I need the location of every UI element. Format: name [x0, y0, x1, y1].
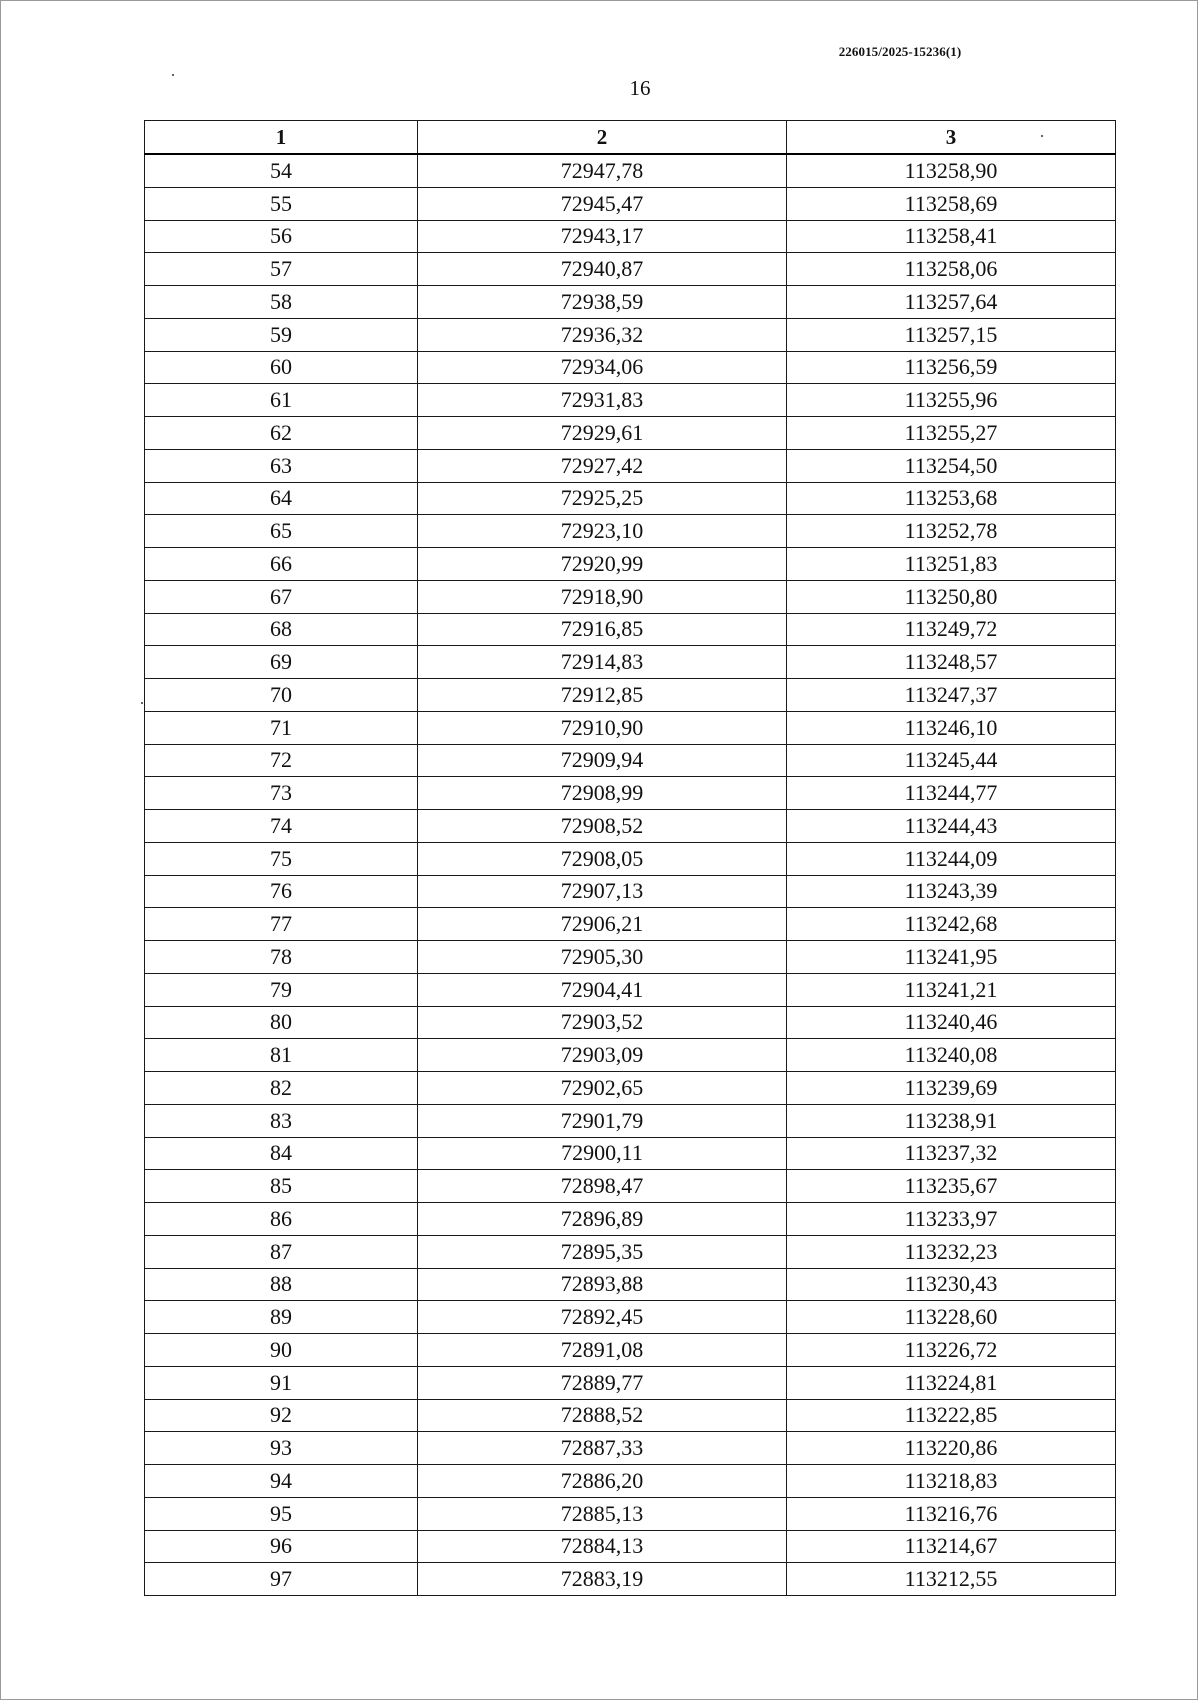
x-coordinate-cell: 72912,85	[418, 679, 787, 712]
table-row	[145, 810, 1116, 843]
point-number-cell: 71	[145, 711, 418, 744]
table-row	[145, 1366, 1116, 1399]
scan-speck	[141, 702, 143, 704]
x-coordinate-cell: 72891,08	[418, 1334, 787, 1367]
table-row	[145, 973, 1116, 1006]
y-coordinate-cell: 113248,57	[787, 646, 1116, 679]
point-number-cell: 63	[145, 449, 418, 482]
table-row	[145, 384, 1116, 417]
column-header-1: 1	[145, 121, 418, 155]
table-row	[145, 548, 1116, 581]
table-row	[145, 253, 1116, 286]
x-coordinate-cell: 72892,45	[418, 1301, 787, 1334]
point-number-cell: 58	[145, 286, 418, 319]
point-number-cell: 74	[145, 810, 418, 843]
point-number-cell: 62	[145, 417, 418, 450]
table-row	[145, 941, 1116, 974]
point-number-cell: 60	[145, 351, 418, 384]
table-row	[145, 1399, 1116, 1432]
point-number-cell: 86	[145, 1203, 418, 1236]
y-coordinate-cell: 113254,50	[787, 449, 1116, 482]
point-number-cell: 90	[145, 1334, 418, 1367]
x-coordinate-cell: 72907,13	[418, 875, 787, 908]
table-row	[145, 1432, 1116, 1465]
y-coordinate-cell: 113222,85	[787, 1399, 1116, 1432]
x-coordinate-cell: 72927,42	[418, 449, 787, 482]
table-row	[145, 1563, 1116, 1596]
x-coordinate-cell: 72895,35	[418, 1235, 787, 1268]
document-code: 226015/2025-15236(1)	[838, 44, 962, 59]
point-number-cell: 66	[145, 548, 418, 581]
point-number-cell: 61	[145, 384, 418, 417]
x-coordinate-cell: 72903,09	[418, 1039, 787, 1072]
y-coordinate-cell: 113258,90	[787, 154, 1116, 187]
x-coordinate-cell: 72940,87	[418, 253, 787, 286]
y-coordinate-cell: 113216,76	[787, 1497, 1116, 1530]
table-row	[145, 1203, 1116, 1236]
point-number-cell: 81	[145, 1039, 418, 1072]
table-row	[145, 154, 1116, 187]
y-coordinate-cell: 113255,96	[787, 384, 1116, 417]
y-coordinate-cell: 113258,69	[787, 187, 1116, 220]
y-coordinate-cell: 113240,08	[787, 1039, 1116, 1072]
x-coordinate-cell: 72889,77	[418, 1366, 787, 1399]
point-number-cell: 80	[145, 1006, 418, 1039]
x-coordinate-cell: 72906,21	[418, 908, 787, 941]
point-number-cell: 64	[145, 482, 418, 515]
y-coordinate-cell: 113241,95	[787, 941, 1116, 974]
table-row	[145, 646, 1116, 679]
x-coordinate-cell: 72934,06	[418, 351, 787, 384]
point-number-cell: 54	[145, 154, 418, 187]
x-coordinate-cell: 72945,47	[418, 187, 787, 220]
table-row	[145, 613, 1116, 646]
table-row	[145, 744, 1116, 777]
x-coordinate-cell: 72902,65	[418, 1072, 787, 1105]
y-coordinate-cell: 113212,55	[787, 1563, 1116, 1596]
y-coordinate-cell: 113255,27	[787, 417, 1116, 450]
point-number-cell: 82	[145, 1072, 418, 1105]
scan-speck	[172, 74, 174, 76]
point-number-cell: 72	[145, 744, 418, 777]
table-row	[145, 1465, 1116, 1498]
y-coordinate-cell: 113256,59	[787, 351, 1116, 384]
y-coordinate-cell: 113245,44	[787, 744, 1116, 777]
table-row	[145, 1334, 1116, 1367]
point-number-cell: 95	[145, 1497, 418, 1530]
x-coordinate-cell: 72914,83	[418, 646, 787, 679]
point-number-cell: 56	[145, 220, 418, 253]
point-number-cell: 79	[145, 973, 418, 1006]
table-row	[145, 220, 1116, 253]
point-number-cell: 57	[145, 253, 418, 286]
table-row	[145, 1301, 1116, 1334]
y-coordinate-cell: 113244,77	[787, 777, 1116, 810]
table-row	[145, 1497, 1116, 1530]
y-coordinate-cell: 113258,41	[787, 220, 1116, 253]
x-coordinate-cell: 72904,41	[418, 973, 787, 1006]
x-coordinate-cell: 72908,05	[418, 842, 787, 875]
y-coordinate-cell: 113257,64	[787, 286, 1116, 319]
table-row	[145, 875, 1116, 908]
table-row	[145, 286, 1116, 319]
x-coordinate-cell: 72898,47	[418, 1170, 787, 1203]
x-coordinate-cell: 72918,90	[418, 580, 787, 613]
point-number-cell: 88	[145, 1268, 418, 1301]
point-number-cell: 55	[145, 187, 418, 220]
x-coordinate-cell: 72931,83	[418, 384, 787, 417]
table-row	[145, 842, 1116, 875]
y-coordinate-cell: 113230,43	[787, 1268, 1116, 1301]
x-coordinate-cell: 72916,85	[418, 613, 787, 646]
y-coordinate-cell: 113253,68	[787, 482, 1116, 515]
y-coordinate-cell: 113235,67	[787, 1170, 1116, 1203]
table-row	[145, 1104, 1116, 1137]
point-number-cell: 87	[145, 1235, 418, 1268]
point-number-cell: 77	[145, 908, 418, 941]
x-coordinate-cell: 72887,33	[418, 1432, 787, 1465]
x-coordinate-cell: 72886,20	[418, 1465, 787, 1498]
table-header-row	[145, 121, 1116, 155]
coordinates-table	[144, 120, 1116, 1596]
table-row	[145, 1072, 1116, 1105]
x-coordinate-cell: 72883,19	[418, 1563, 787, 1596]
x-coordinate-cell: 72923,10	[418, 515, 787, 548]
table-row	[145, 1530, 1116, 1563]
point-number-cell: 84	[145, 1137, 418, 1170]
table-row	[145, 777, 1116, 810]
y-coordinate-cell: 113220,86	[787, 1432, 1116, 1465]
y-coordinate-cell: 113240,46	[787, 1006, 1116, 1039]
table-row	[145, 417, 1116, 450]
x-coordinate-cell: 72893,88	[418, 1268, 787, 1301]
y-coordinate-cell: 113237,32	[787, 1137, 1116, 1170]
table-row	[145, 351, 1116, 384]
page-number: 16	[629, 76, 651, 100]
y-coordinate-cell: 113252,78	[787, 515, 1116, 548]
point-number-cell: 59	[145, 318, 418, 351]
table-row	[145, 318, 1116, 351]
point-number-cell: 75	[145, 842, 418, 875]
table-row	[145, 711, 1116, 744]
y-coordinate-cell: 113241,21	[787, 973, 1116, 1006]
point-number-cell: 65	[145, 515, 418, 548]
y-coordinate-cell: 113258,06	[787, 253, 1116, 286]
y-coordinate-cell: 113242,68	[787, 908, 1116, 941]
table-row	[145, 187, 1116, 220]
y-coordinate-cell: 113244,09	[787, 842, 1116, 875]
x-coordinate-cell: 72910,90	[418, 711, 787, 744]
table-row	[145, 580, 1116, 613]
x-coordinate-cell: 72908,99	[418, 777, 787, 810]
point-number-cell: 83	[145, 1104, 418, 1137]
x-coordinate-cell: 72905,30	[418, 941, 787, 974]
table-row	[145, 1039, 1116, 1072]
x-coordinate-cell: 72901,79	[418, 1104, 787, 1137]
point-number-cell: 73	[145, 777, 418, 810]
point-number-cell: 67	[145, 580, 418, 613]
table-body	[145, 154, 1116, 1596]
y-coordinate-cell: 113238,91	[787, 1104, 1116, 1137]
x-coordinate-cell: 72900,11	[418, 1137, 787, 1170]
point-number-cell: 97	[145, 1563, 418, 1596]
y-coordinate-cell: 113226,72	[787, 1334, 1116, 1367]
point-number-cell: 94	[145, 1465, 418, 1498]
table-row	[145, 908, 1116, 941]
point-number-cell: 93	[145, 1432, 418, 1465]
table-row	[145, 1170, 1116, 1203]
y-coordinate-cell: 113251,83	[787, 548, 1116, 581]
y-coordinate-cell: 113224,81	[787, 1366, 1116, 1399]
y-coordinate-cell: 113228,60	[787, 1301, 1116, 1334]
y-coordinate-cell: 113232,23	[787, 1235, 1116, 1268]
table-row	[145, 1268, 1116, 1301]
point-number-cell: 76	[145, 875, 418, 908]
table-row	[145, 1235, 1116, 1268]
x-coordinate-cell: 72909,94	[418, 744, 787, 777]
column-header-3: 3	[787, 121, 1116, 155]
x-coordinate-cell: 72929,61	[418, 417, 787, 450]
table-row	[145, 515, 1116, 548]
point-number-cell: 85	[145, 1170, 418, 1203]
x-coordinate-cell: 72903,52	[418, 1006, 787, 1039]
x-coordinate-cell: 72943,17	[418, 220, 787, 253]
table-row	[145, 482, 1116, 515]
point-number-cell: 89	[145, 1301, 418, 1334]
column-header-2: 2	[418, 121, 787, 155]
point-number-cell: 92	[145, 1399, 418, 1432]
y-coordinate-cell: 113218,83	[787, 1465, 1116, 1498]
x-coordinate-cell: 72920,99	[418, 548, 787, 581]
table-row	[145, 449, 1116, 482]
y-coordinate-cell: 113249,72	[787, 613, 1116, 646]
point-number-cell: 68	[145, 613, 418, 646]
y-coordinate-cell: 113247,37	[787, 679, 1116, 712]
point-number-cell: 69	[145, 646, 418, 679]
y-coordinate-cell: 113214,67	[787, 1530, 1116, 1563]
y-coordinate-cell: 113233,97	[787, 1203, 1116, 1236]
table-row	[145, 1006, 1116, 1039]
x-coordinate-cell: 72947,78	[418, 154, 787, 187]
point-number-cell: 91	[145, 1366, 418, 1399]
y-coordinate-cell: 113257,15	[787, 318, 1116, 351]
x-coordinate-cell: 72908,52	[418, 810, 787, 843]
x-coordinate-cell: 72936,32	[418, 318, 787, 351]
y-coordinate-cell: 113239,69	[787, 1072, 1116, 1105]
y-coordinate-cell: 113246,10	[787, 711, 1116, 744]
point-number-cell: 78	[145, 941, 418, 974]
x-coordinate-cell: 72884,13	[418, 1530, 787, 1563]
table-row	[145, 1137, 1116, 1170]
y-coordinate-cell: 113243,39	[787, 875, 1116, 908]
point-number-cell: 70	[145, 679, 418, 712]
x-coordinate-cell: 72925,25	[418, 482, 787, 515]
x-coordinate-cell: 72888,52	[418, 1399, 787, 1432]
x-coordinate-cell: 72896,89	[418, 1203, 787, 1236]
point-number-cell: 96	[145, 1530, 418, 1563]
y-coordinate-cell: 113244,43	[787, 810, 1116, 843]
x-coordinate-cell: 72938,59	[418, 286, 787, 319]
table-row	[145, 679, 1116, 712]
x-coordinate-cell: 72885,13	[418, 1497, 787, 1530]
y-coordinate-cell: 113250,80	[787, 580, 1116, 613]
